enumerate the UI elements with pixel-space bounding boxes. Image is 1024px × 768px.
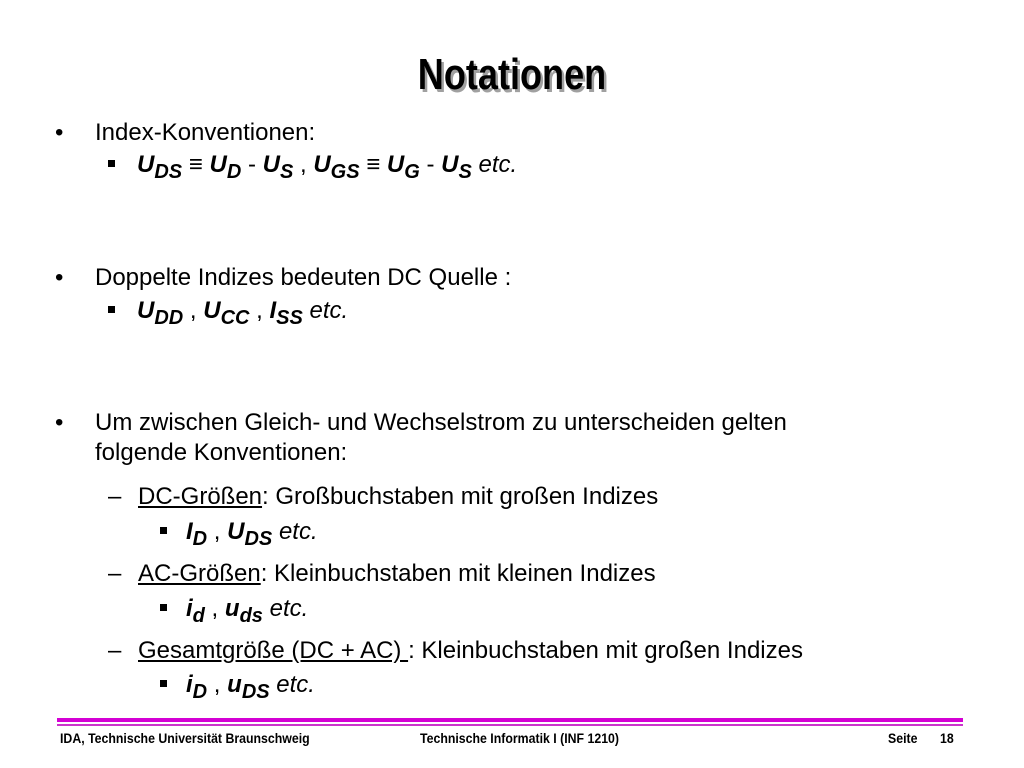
double-index-formula: $U_{DD}$ , $U_{CC}$ , $I_{SS}$ etc. [137,297,349,329]
ac-formula: $i_d$ , $u_{ds}$ etc. [186,595,309,627]
dash-bullet: – [108,483,122,510]
ac-sizes-rule: AC-Größen: Kleinbuchstaben mit kleinen Indizes [138,560,656,587]
ac-dc-heading-line2: folgende Konventionen: [95,439,348,466]
slide-title: Notationen [417,50,607,99]
footer-course: Technische Informatik I (INF 1210) [420,730,620,746]
bullet-3: • [55,409,64,436]
total-formula: $i_D$ , $u_{DS}$ etc. [186,671,315,703]
dash-bullet: – [108,637,122,664]
square-bullet-icon [108,306,115,313]
square-bullet-icon [160,680,167,687]
index-conventions-heading: Index-Konventionen: [95,119,316,146]
dc-sizes-rule: DC-Größen: Großbuchstaben mit großen Indizes [138,483,659,510]
footer-institution: IDA, Technische Universität Braunschweig [60,730,310,746]
footer-page-number: 18 [940,730,954,746]
ac-dc-heading-line1: Um zwischen Gleich- und Wechselstrom zu unterscheiden gelten [95,409,787,436]
footer-rule [57,718,963,722]
footer-page-label: Seite [888,730,918,746]
dc-formula: $I_D$ , $U_{DS}$ etc. [186,518,318,550]
dash-bullet: – [108,560,122,587]
square-bullet-icon [108,160,115,167]
square-bullet-icon [160,527,167,534]
double-index-heading: Doppelte Indizes bedeuten DC Quelle : [95,264,512,291]
footer-rule-thin [57,724,963,726]
square-bullet-icon [160,604,167,611]
total-sizes-rule: Gesamtgröße (DC + AC) : Kleinbuchstaben mit großen Indizes [138,637,803,664]
bullet-1: • [55,119,64,146]
index-formula: $U_{DS} \equiv U_D - U_S$ , $U_{GS} \equiv U_G - U_S$ etc. [137,151,518,183]
bullet-2: • [55,264,64,291]
